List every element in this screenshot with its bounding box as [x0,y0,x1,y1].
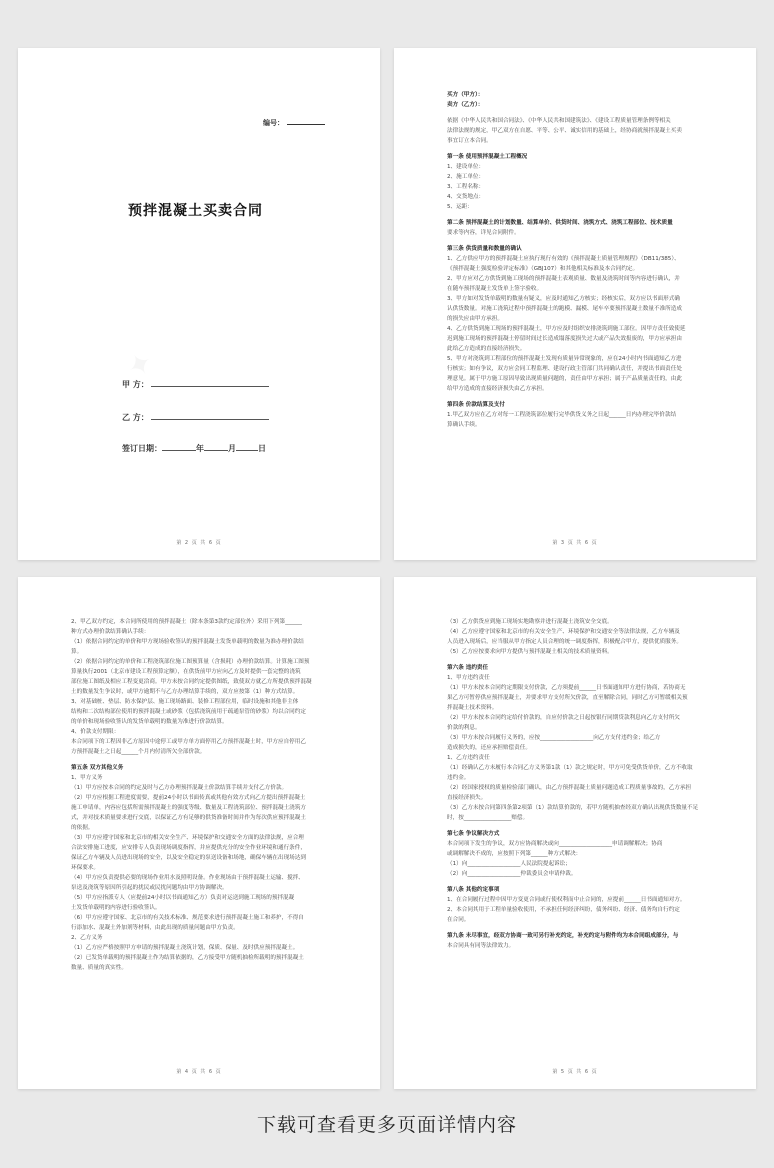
text-line: （2）甲方未按本合同约定给付价款的，自应付价款之日起按银行同期贷款利息向乙方支付所欠 [447,715,680,721]
text-line: 5、运距： [447,204,473,210]
party-b-label: 乙 方： [122,413,149,422]
party-a-label: 甲 方： [122,380,149,389]
month-label: 月 [228,444,236,453]
text-line: 果乙方可暂停供应预拌混凝土，并要求甲方支付所欠价款，直至解除合同，同时乙方可暂缓相关预 [447,695,688,701]
text-line: （5）乙方应按要求向甲方提供与预拌混凝土相关的技术质量资料。 [447,649,613,655]
contract-page-3 [394,48,756,560]
page-footer: 第 4 页 共 6 页 [176,1069,222,1075]
text-line: 3、对基础桩、垫层、防水保护层、施工现场路面、装修工程部位用，临时设施和其他非主体 [71,699,299,705]
day-label: 日 [258,444,266,453]
contract-number-blank [287,124,325,125]
contract-page-4 [18,577,380,1089]
text-line: 在合同。 [447,917,470,923]
text-line: 4、价款支付期限： [71,729,120,735]
contract-title: 预拌混凝土买卖合同 [128,203,263,219]
section-heading: 第七条 争议解决方式 [447,831,500,837]
text-line: 4、乙方供货到施工现场的预拌混凝土，甲方应及时组织安排浇筑到施工部位。因甲方责任致使延 [447,326,686,332]
text-line: 2、本合同其用于工程单量验收使用，不承担任何经济纠纷，债务纠纷、经济、债务均自行约定 [447,907,680,913]
text-line: 的单价和现场验收签认的发货单载明的数量为准进行价款结算。 [71,719,228,725]
text-line: 1、甲方义务 [71,775,103,781]
party-a-field [122,379,269,390]
text-line: 本合同项下发生的争议，双方应协商解决或向___________________申请调解解决；协商 [447,841,663,847]
text-line: 1、乙方供应甲方的预拌混凝土应执行现行有效的《预拌混凝土质量管理规程》（DB11/385）、 [447,256,680,262]
page-text [447,90,716,430]
text-line: 本合同项下的工程因非乙方原因中途停工或甲方单方面停用乙方预拌混凝土时，甲方应自停用乙 [71,739,306,745]
text-line: 土的数量发生争议时，或甲方逾期不与乙方办理结算手续的，双方应按第（1）种方式结算。 [71,689,299,695]
party-b-field [122,412,269,423]
text-line: （2）甲方应根据工程进度需要，提前24小时以书面传真或其他有效方式向乙方提出预拌混凝土 [71,795,306,801]
text-line: 2、施工单位： [447,174,485,180]
day-blank [236,450,258,451]
party-b-blank [151,419,269,420]
text-line: 认供货数量。对施工浇筑过程中预拌混凝土的跑模、漏模、尾车卒要预拌混凝土数量不准所造成 [447,306,682,312]
text-line: 时，按_________________赔偿。 [447,815,529,821]
text-line: （1）乙方应严格按照甲方申请的预拌混凝土浇筑计划，保质、保量、及时供应预拌混凝土。 [71,945,299,951]
page-footer: 第 5 页 共 6 页 [552,1069,598,1075]
text-line: 2、甲方应对乙方供货到施工现场的预拌混凝土表观质量、数量及浇筑时间等内容进行确认，并 [447,276,680,282]
text-line: 价款的利息。 [447,725,481,731]
text-line: 1、在合同履行过程中因甲方变更合同或行使权利而中止合同的，应提前______日书面通知对方。 [447,897,686,903]
text-line: （1）甲方未按本合同约定期限支付价款，乙方须提前______日书面通知甲方进行协商，若协商无 [447,685,686,691]
text-line: 给甲方造成的直接经济损失由乙方承担。 [447,386,548,392]
text-line: 泵送及浇筑等原因所引起的扰民或民扰问题均由甲方协调解决。 [71,885,228,891]
contract-page-5 [394,577,756,1089]
text-line: 1、乙方违约责任 [447,755,490,761]
sign-date-label: 签订日期： [122,444,162,453]
text-line: 种方式办理价款结算确认手续： [71,629,150,635]
section-heading: 第二条 预拌混凝土的计划数量、结算单价、供货时间、浇筑方式、浇筑工程部位、技术质量 [447,220,673,226]
section-heading: 第四条 价款结算及支付 [447,402,505,408]
text-line: 直接经济损失。 [447,795,487,801]
text-line: 卖方（乙方）： [447,102,484,108]
party-a-blank [151,386,269,387]
text-line: 施工申请单，内容应包括所需预拌混凝土的强度等级、数量及工程浇筑部位、预拌混凝土浇筑方 [71,805,306,811]
text-line: （2）向___________________仲裁委员会申请仲裁。 [447,871,577,877]
text-line: 数量、质量的真实性。 [71,965,127,971]
text-line: 合法安排施工进度，应安排专人负责现场调度指挥，并应提供充分的安全作业环境和通行条件， [71,845,306,851]
text-line: （3）乙方未按合同第四条第2项第（1）款结算价款的，若甲方随机抽查经双方确认出现供货数量不足 [447,805,699,811]
section-heading: 第九条 未尽事宜，经双方协商一致可另行补充约定，补充约定与附件均为本合同组成部分，与 [447,933,679,939]
text-line: （2）经国家授权的质量检验部门确认，由乙方预拌混凝土质量问题造成工程质量事故的，乙方承担 [447,785,692,791]
text-line: 保证乙方车辆及人员进出现场的安全，以及安全稳定的泵送设备和场地，确保车辆在出现场达到 [71,855,306,861]
text-line: 1、甲方违约责任 [447,675,490,681]
page-text [447,617,716,951]
text-line: （3）乙方供货应到施工现场实地勘察并进行混凝土浇筑安全交底。 [447,619,613,625]
text-line: （1）依据合同约定的单价和甲方现场验收签认的预拌混凝土发货单载明的数量为准办理价款结 [71,639,304,645]
text-line: （6）甲方应遵守国家、北京市的有关技术标准、规范要求进行预拌混凝土施工和养护，不得自 [71,915,304,921]
text-line: 行添加水、混凝土外加剂等材料，由此出现的质量问题由甲方负责。 [71,925,239,931]
section-heading: 第一条 使用预拌混凝土工程概况 [447,154,528,160]
page-text [71,617,340,973]
text-line: 式，并对技术质量要求进行交底，以保证乙方有足够的供货准备时间并作为每次供应预拌混凝土 [71,815,306,821]
text-line: 或调解解决不成的，应按照下列第______种方式解决： [447,851,582,857]
text-line: （2）已发货单载明的预拌混凝土作为结算依据的，乙方接受甲方随机抽检所载明的预拌混凝土 [71,955,304,961]
text-line: （4）乙方应遵守国家和北京市的有关安全生产、环境保护和交通安全等法律法规，乙方车辆及 [447,629,680,635]
text-line: 买方（甲方）： [447,92,484,98]
contract-cover-page [18,48,380,560]
text-line: 结构和二次结构部位使用的预拌混凝土或砂浆（包括浇筑前用于疏通泵管的砂浆）均以合同约定 [71,709,306,715]
text-line: （2）依据合同约定的单价和工程浇筑部位施工图预算量（含损耗）办理价款结算。计算施工图预 [71,659,310,665]
page-footer: 第 3 页 共 6 页 [552,540,598,546]
section-heading: 第五条 双方其他义务 [71,765,124,771]
text-line: （3）甲方未按合同履行义务的，应按___________________向乙方支付违约金；给乙方 [447,735,661,741]
text-line: 事宜订立本合同。 [447,138,492,144]
text-line: 的损失应由甲方承担。 [447,316,503,322]
text-line: 算确认手续。 [447,422,481,428]
contract-number [263,118,325,128]
text-line: 违约金。 [447,775,470,781]
section-heading: 第六条 违约责任 [447,665,489,671]
text-line: 4、交货地点： [447,194,485,200]
text-line: 3、甲方如对发货单载明的数量有疑义，应及时通知乙方核实；经核实后，双方应以书面形式确 [447,296,680,302]
text-line: 土发货单载明的内容进行验收签认。 [71,905,161,911]
text-line: 理意见。属于甲方施工原因导致出现质量问题的，责任由甲方承担；属于产品质量责任的，由此 [447,376,682,382]
month-blank [204,450,228,451]
text-line: 迟到施工现场的预拌混凝土停留时间过长造成塌落度损失过大或产品失效报废的，甲方应承担由 [447,336,682,342]
download-more-banner: 下载可查看更多页面详情内容 [256,1114,517,1136]
text-line: 3、工程名称： [447,184,485,190]
text-line: 要求等内容，详见合同附件。 [447,230,520,236]
text-line: （4）甲方应负责提供必要的现场作业用水及照明设备。作业现场由于预拌混凝土运输、搅拌、 [71,875,304,881]
text-line: 5、甲方对浇筑到工程部位的预拌混凝土发现有质量异常现象的，应在24小时内书面通知乙方进 [447,356,682,362]
text-line: 方预拌混凝土之日起______个月内付清所欠全部价款。 [71,749,206,755]
text-line: 本合同具有同等法律效力。 [447,943,515,949]
text-line: 依据《中华人民共和国合同法》、《中华人民共和国建筑法》、《建设工程质量管理条例等相关 [447,118,671,124]
text-line: 2、甲乙双方约定，本合同所使用的预拌混凝土（除本条第3款约定部位外）采用下列第______ [71,619,302,625]
text-line: 拌混凝土技术资料。 [447,705,498,711]
year-blank [162,450,196,451]
text-line: 在随车预拌混凝土发货单上签字验收。 [447,286,543,292]
text-line: 行核实；如有争议，双方应会同工程监理、建设行政主管部门共同确认责任，并提出书面责任处 [447,366,682,372]
text-line: 法律法规的规定，甲乙双方在自愿、平等、公平、诚实信用的基础上，经协商就预拌混凝土买卖 [447,128,682,134]
text-line: 部位施工图纸及相应工程变更洽商。甲方未按合同约定提供图纸，致使双方就乙方所提供预拌混凝 [71,679,312,685]
text-line: 1.甲乙双方应在乙方对每一工程浇筑部位履行完毕供货义务之日起______日内办理完毕价款结 [447,412,677,418]
text-line: （1）甲方应按本合同的约定及时与乙方办理预拌混凝土价款结算手续并支付乙方价款。 [71,785,288,791]
text-line: 2、乙方义务 [71,935,103,941]
text-line: 造成损失的，还应承担赔偿责任。 [447,745,531,751]
text-line: 算量执行2001（北京市建设工程预算定额），在供货前甲方应向乙方及时提供一套完整的浇筑 [71,669,301,675]
text-line: 《预拌混凝土强度检验评定标准》（GBJ107）和其他相关标准及本合同约定。 [447,266,639,272]
text-line: （1）经确认乙方未履行本合同乙方义务第1款（1）款之规定时，甲方可免受供货单价，乙方不收取 [447,765,693,771]
page-footer: 第 2 页 共 6 页 [176,540,222,546]
contract-number-label: 编号： [263,119,284,127]
sign-date-field [122,443,266,454]
text-line: 1、建设单位： [447,164,485,170]
text-line: 人员进入现场后，应当服从甲方指定人员合理的统一调度指挥，积极配合甲方，提供优质服务。 [447,639,682,645]
text-line: 环保要求。 [71,865,99,871]
text-line: （1）向___________________人民法院提起诉讼； [447,861,571,867]
text-line: 算。 [71,649,83,655]
year-label: 年 [196,444,204,453]
text-line: （5）甲方应指派专人（应提前24小时以书面通知乙方）负责对运送到施工现场的预拌混凝 [71,895,295,901]
section-heading: 第八条 其他约定事项 [447,887,500,893]
section-heading: 第三条 供货质量和数量的确认 [447,246,522,252]
text-line: 的依据。 [71,825,94,831]
text-line: 此给乙方造成的直接经济损失。 [447,346,526,352]
text-line: （3）甲方应遵守国家和北京市的相关安全生产、环境保护和交通安全方面的法律法规，应合理 [71,835,304,841]
